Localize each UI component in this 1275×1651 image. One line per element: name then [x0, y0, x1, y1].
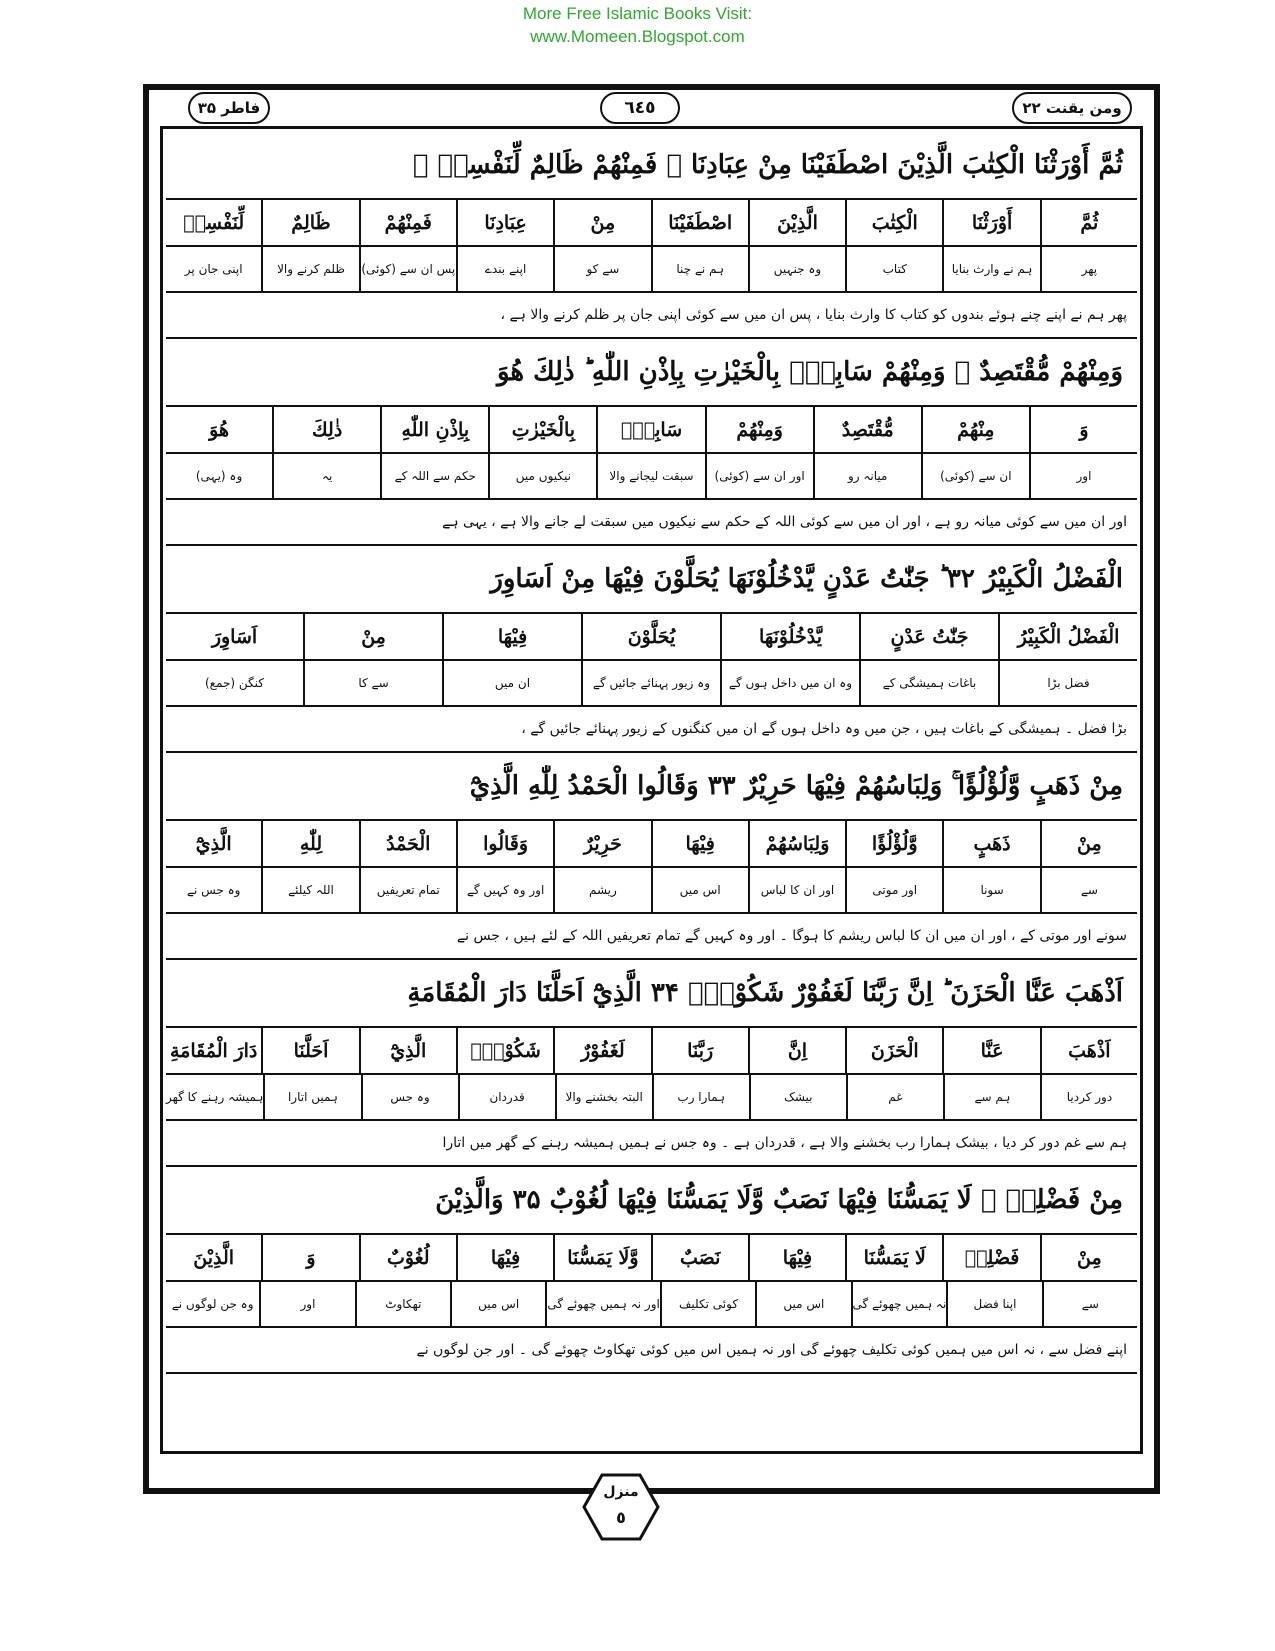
translation-cell: کتاب — [845, 247, 942, 291]
word-cell: يَّدْخُلُوْنَهَا — [720, 614, 859, 659]
translation-cell: اپنا فضل — [946, 1282, 1041, 1326]
translation-cell: سے — [1042, 1282, 1137, 1326]
translation-cell: اس میں — [651, 868, 748, 912]
surah-name-label: فاطر ۳۵ — [188, 92, 270, 124]
word-row — [166, 821, 1137, 868]
translation-cell: ہم نے وارث بنایا — [942, 247, 1039, 291]
word-cell: وَمِنْهُمْ — [705, 407, 813, 452]
translation-cell: اس میں — [755, 1282, 850, 1326]
word-cell: عَنَّا — [942, 1028, 1039, 1073]
word-cell: لَا يَمَسُّنَا — [845, 1235, 942, 1280]
word-cell: مِنْ — [553, 200, 650, 245]
word-cell: فِيْهَا — [748, 1235, 845, 1280]
word-cell: فَضْلِهٖ — [942, 1235, 1039, 1280]
verse-text: ثُمَّ أَوْرَثْنَا الْكِتٰبَ الَّذِيْنَ اصْطَفَيْنَا مِنْ عِبَادِنَا ۚ فَمِنْهُمْ ظَالِمٌ لِّنَفْسِهٖ ۚ — [166, 132, 1137, 200]
word-cell: اِنَّ — [748, 1028, 845, 1073]
translation-cell: وہ (یہی) — [195, 469, 243, 483]
word-cell: الَّذِيْٓ — [195, 832, 232, 855]
translation-cell: کنگن (جمع) — [205, 676, 265, 690]
verse-text: مِنْ فَضْلِهٖ ۚ لَا يَمَسُّنَا فِيْهَا نَصَبٌ وَّلَا يَمَسُّنَا فِيْهَا لُغُوْبٌ ۳۵ وَالَّذِيْنَ — [166, 1167, 1137, 1235]
translation-cell: قدردان — [458, 1075, 555, 1119]
verse-text: الْفَضْلُ الْكَبِيْرُ ۳۲ ؕ جَنّٰتُ عَدْنٍ يَّدْخُلُوْنَهَا يُحَلَّوْنَ فِيْهَا مِنْ اَسَاوِرَ — [166, 546, 1137, 614]
promo-line-1: More Free Islamic Books Visit: — [522, 4, 753, 23]
page-content — [166, 132, 1137, 1374]
translation-cell: ہمیں اتارا — [263, 1075, 360, 1119]
word-row — [166, 1235, 1137, 1282]
word-cell: فِيْهَا — [442, 614, 581, 659]
translation-row — [166, 868, 1137, 914]
word-cell: جَنّٰتُ عَدْنٍ — [859, 614, 998, 659]
paraphrase-text: سونے اور موتی کے ، اور ان میں ان کا لباس ریشم کا ہوگا ۔ اور وہ کہیں گے تمام تعریفیں اللہ کے لئے ہیں ، جس نے — [456, 928, 1127, 944]
translation-cell: اپنی جان پر — [184, 262, 243, 276]
word-cell: لَغَفُوْرٌ — [553, 1028, 650, 1073]
translation-cell: پس ان سے (کوئی) — [359, 247, 456, 291]
word-cell: الَّذِيْٓ — [359, 1028, 456, 1073]
translation-row — [166, 454, 1137, 500]
word-row — [166, 407, 1137, 454]
verse-text: اَذْهَبَ عَنَّا الْحَزَنَ ؕ اِنَّ رَبَّنَا لَغَفُوْرٌ شَكُوْرُۨ ۳۴ الَّذِيْٓ اَحَلَّنَا دَارَ الْمُقَامَةِ — [166, 960, 1137, 1028]
word-cell: لِلّٰهِ — [261, 821, 358, 866]
word-cell: فِيْهَا — [456, 1235, 553, 1280]
word-cell: فِيْهَا — [651, 821, 748, 866]
word-cell: شَكُوْرُۨ — [456, 1028, 553, 1073]
paraphrase-text: بڑا فضل ۔ ہمیشگی کے باغات ہیں ، جن میں وہ داخل ہوں گے ان میں کنگنوں کے زیور پہنائے جائیں گے ، — [521, 721, 1127, 737]
translation-row — [166, 1075, 1137, 1121]
word-cell: سَابِقٌۢ — [596, 407, 704, 452]
translation-cell: تمام تعریفیں — [359, 868, 456, 912]
translation-cell: فضل بڑا — [998, 661, 1137, 705]
word-cell: رَبَّنَا — [651, 1028, 748, 1073]
word-cell: وَّلَا يَمَسُّنَا — [553, 1235, 650, 1280]
translation-cell: ظلم کرنے والا — [261, 247, 358, 291]
translation-cell: تھکاوٹ — [355, 1282, 450, 1326]
manzil-hexagon-icon — [582, 1472, 660, 1542]
page-number: ٦٤٥ — [600, 92, 680, 124]
word-cell: مِنْ — [1040, 821, 1137, 866]
word-cell: مِنْ — [303, 614, 442, 659]
word-cell: اَحَلَّنَا — [261, 1028, 358, 1073]
word-cell: عِبَادِنَا — [456, 200, 553, 245]
word-cell: أَوْرَثْنَا — [942, 200, 1039, 245]
word-cell: يُحَلَّوْنَ — [581, 614, 720, 659]
paraphrase-text: ہم سے غم دور کر دیا ، بیشک ہمارا رب بخشنے والا ہے ، قدردان ہے ۔ وہ جس نے ہمیں ہمیشہ رہنے کے گھر میں اتارا — [442, 1135, 1127, 1151]
word-cell: بِالْخَيْرٰتِ — [488, 407, 596, 452]
promo-banner — [0, 2, 1275, 48]
translation-cell: اللہ کیلئے — [261, 868, 358, 912]
word-cell: الْحَمْدُ — [359, 821, 456, 866]
translation-cell: ان میں — [442, 661, 581, 705]
paraphrase-text: پھر ہم نے اپنے چنے ہوئے بندوں کو کتاب کا وارث بنایا ، پس ان میں سے کوئی اپنی جان پر ظلم کرنے والا ہے ، — [500, 307, 1127, 323]
word-cell: وَلِبَاسُهُمْ — [748, 821, 845, 866]
translation-cell: سونا — [942, 868, 1039, 912]
translation-cell: ہمارا رب — [652, 1075, 749, 1119]
verse-text: مِنْ ذَهَبٍ وَّلُؤْلُؤًا ۚ وَلِبَاسُهُمْ فِيْهَا حَرِيْرٌ ۳۳ وَقَالُوا الْحَمْدُ لِلّٰهِ الَّذِيْٓ — [166, 753, 1137, 821]
word-cell: فَمِنْهُمْ — [359, 200, 456, 245]
translation-cell: پھر — [1040, 247, 1137, 291]
translation-row — [166, 1282, 1137, 1328]
translation-cell: وہ جس — [361, 1075, 458, 1119]
verse-block — [166, 1167, 1137, 1374]
word-row — [166, 614, 1137, 661]
word-cell: بِاِذْنِ اللّٰهِ — [380, 407, 488, 452]
translation-cell: اور وہ کہیں گے — [456, 868, 553, 912]
word-cell: اصْطَفَيْنَا — [651, 200, 748, 245]
word-cell: الْحَزَنَ — [845, 1028, 942, 1073]
translation-cell: میانہ رو — [813, 454, 921, 498]
translation-row — [166, 661, 1137, 707]
word-cell: ظَالِمٌ — [261, 200, 358, 245]
translation-cell: نہ ہمیں چھوئے گی — [851, 1282, 947, 1326]
paraphrase-text: اپنے فضل سے ، نہ اس میں ہمیں کوئی تکلیف چھوئے گی اور نہ ہمیں اس میں کوئی تھکاوٹ چھوئے گی ۔ اور جن لوگوں نے — [416, 1342, 1127, 1358]
translation-cell: باغات ہمیشگی کے — [859, 661, 998, 705]
word-cell: الْكِتٰبَ — [845, 200, 942, 245]
translation-cell: وہ زیور پہنائے جائیں گے — [581, 661, 720, 705]
translation-cell: دور کردیا — [1040, 1075, 1137, 1119]
translation-cell: اپنے بندے — [456, 247, 553, 291]
translation-cell: وہ جس نے — [186, 883, 241, 897]
word-cell: وَّلُؤْلُؤًا — [845, 821, 942, 866]
verse-block — [166, 960, 1137, 1167]
translation-row — [166, 247, 1137, 293]
translation-cell: اور موتی — [845, 868, 942, 912]
para-name-label: ومن يقنت ٢٢ — [1012, 92, 1132, 124]
word-cell: اَسَاوِرَ — [211, 625, 258, 648]
translation-cell: اس میں — [450, 1282, 545, 1326]
translation-cell: سے کو — [553, 247, 650, 291]
verse-block — [166, 546, 1137, 753]
translation-cell: بیشک — [749, 1075, 846, 1119]
word-cell: لِّنَفْسِهٖ — [183, 211, 245, 234]
translation-cell: ہم نے چنا — [651, 247, 748, 291]
translation-cell: سبقت لیجانے والا — [596, 454, 704, 498]
manzil-marker — [582, 1472, 660, 1542]
translation-cell: ہمیشہ رہنے کا گھر — [165, 1090, 264, 1104]
translation-cell: سے — [1040, 868, 1137, 912]
translation-cell: اور نہ ہمیں چھوئے گی — [545, 1282, 660, 1326]
word-row — [166, 200, 1137, 247]
word-cell: الْفَضْلُ الْكَبِيْرُ — [998, 614, 1137, 659]
translation-cell: یہ — [272, 454, 380, 498]
manzil-label: منزل — [603, 1484, 639, 1500]
verse-block — [166, 339, 1137, 546]
word-cell: وَقَالُوا — [456, 821, 553, 866]
verse-block — [166, 753, 1137, 960]
word-cell: وَ — [1029, 407, 1137, 452]
word-cell: ذَهَبٍ — [942, 821, 1039, 866]
word-cell: الَّذِيْنَ — [193, 1246, 235, 1269]
translation-cell: اور ان کا لباس — [748, 868, 845, 912]
translation-cell: ریشم — [553, 868, 650, 912]
translation-cell: نیکیوں میں — [488, 454, 596, 498]
translation-cell: غم — [846, 1075, 943, 1119]
translation-cell: کوئی تکلیف — [660, 1282, 755, 1326]
translation-cell: اور — [259, 1282, 354, 1326]
translation-cell: اور — [1029, 454, 1137, 498]
word-row — [166, 1028, 1137, 1075]
verse-text: وَمِنْهُمْ مُّقْتَصِدٌ ۚ وَمِنْهُمْ سَابِقٌۢ بِالْخَيْرٰتِ بِاِذْنِ اللّٰهِ ؕ ذٰلِكَ هُوَ — [166, 339, 1137, 407]
manzil-number: ٥ — [616, 1508, 626, 1527]
translation-cell: سے کا — [303, 661, 442, 705]
promo-line-2[interactable]: www.Momeen.Blogspot.com — [530, 27, 745, 46]
word-cell: هُوَ — [209, 418, 229, 441]
word-cell: وَ — [261, 1235, 358, 1280]
verse-block — [166, 132, 1137, 339]
translation-cell: وہ جن لوگوں نے — [171, 1297, 254, 1311]
word-cell: حَرِيْرٌ — [553, 821, 650, 866]
translation-cell: ہم سے — [943, 1075, 1040, 1119]
word-cell: اَذْهَبَ — [1040, 1028, 1137, 1073]
word-cell: لُغُوْبٌ — [359, 1235, 456, 1280]
word-cell: ثُمَّ — [1040, 200, 1137, 245]
translation-cell: وہ ان میں داخل ہوں گے — [720, 661, 859, 705]
translation-cell: حکم سے اللہ کے — [380, 454, 488, 498]
word-cell: ذٰلِكَ — [272, 407, 380, 452]
word-cell: مِنْهُمْ — [921, 407, 1029, 452]
word-cell: مُّقْتَصِدٌ — [813, 407, 921, 452]
word-cell: نَصَبٌ — [651, 1235, 748, 1280]
word-cell: مِنْ — [1040, 1235, 1137, 1280]
translation-cell: البتہ بخشنے والا — [555, 1075, 652, 1119]
translation-cell: اور ان سے (کوئی) — [705, 454, 813, 498]
paraphrase-text: اور ان میں سے کوئی میانہ رو ہے ، اور ان میں سے کوئی اللہ کے حکم سے نیکیوں میں سبقت لے جانے والا ہے ، یہی ہے — [442, 514, 1127, 530]
translation-cell: ان سے (کوئی) — [921, 454, 1029, 498]
word-cell: دَارَ الْمُقَامَةِ — [170, 1039, 258, 1062]
word-cell: الَّذِيْنَ — [748, 200, 845, 245]
translation-cell: وہ جنہیں — [748, 247, 845, 291]
